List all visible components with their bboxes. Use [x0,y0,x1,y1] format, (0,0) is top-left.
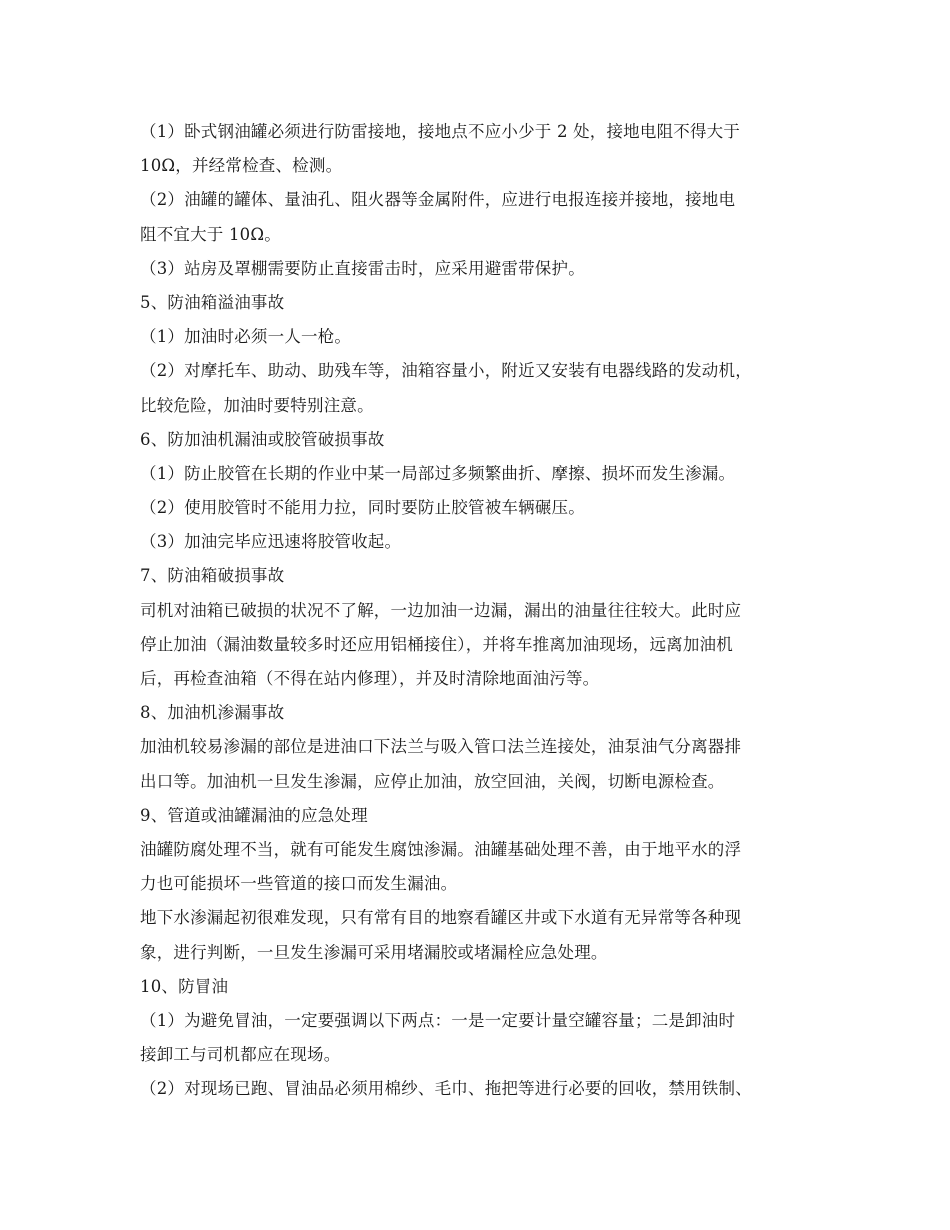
text-line: （3）加油完毕应迅速将胶管收起。 [140,532,402,552]
section-heading: 10、防冒油 [140,976,229,996]
text-line: 加油机较易渗漏的部位是进油口下法兰与吸入管口法兰连接处，油泵油气分离器排 [140,737,742,757]
text-line: （1）卧式钢油罐必须进行防雷接地，接地点不应小少于 2 处，接地电阻不得大于 [140,122,741,141]
section-heading: 7、防油箱破损事故 [140,566,285,586]
text-line: 象，进行判断，一旦发生渗漏可采用堵漏胶或堵漏栓应急处理。 [140,942,608,962]
text-line: 地下水渗漏起初很难发现，只有常有目的地察看罐区井或下水道有无异常等各种现 [140,908,742,928]
text-line: 油罐防腐处理不当，就有可能发生腐蚀渗漏。油罐基础处理不善，由于地平水的浮 [140,839,742,859]
section-heading: 5、防油箱溢油事故 [140,292,285,312]
text-line: （1）加油时必须一人一枪。 [140,327,352,347]
text-line: 比较危险，加油时要特别注意。 [140,395,374,415]
text-line: 出口等。加油机一旦发生渗漏，应停止加油，放空回油，关阀，切断电源检查。 [140,771,725,791]
text-line: （2）油罐的罐体、量油孔、阻火器等金属附件，应进行电报连接并接地，接地电 [140,190,736,210]
text-line: （2）对摩托车、助动、助残车等，油箱容量小，附近又安装有电器线路的发动机， [140,361,752,381]
section-heading: 6、防加油机漏油或胶管破损事故 [140,429,385,449]
text-line: 力也可能损坏一些管道的接口而发生漏油。 [140,874,458,894]
text-line: （1）防止胶管在长期的作业中某一局部过多频繁曲折、摩擦、损坏而发生渗漏。 [140,463,736,483]
text-line: 接卸工与司机都应在现场。 [140,1045,341,1065]
text-line: （3）站房及罩棚需要防止直接雷击时，应采用避雷带保护。 [140,258,585,278]
text-line: 10Ω，并经常检查、检测。 [140,156,343,176]
section-heading: 8、加油机渗漏事故 [140,703,285,723]
text-line: 后，再检查油箱（不得在站内修理），并及时清除地面油污等。 [140,669,600,688]
section-heading: 9、管道或油罐漏油的应急处理 [140,805,368,825]
text-line: 司机对油箱已破损的状况不了解，一边加油一边漏，漏出的油量往往较大。此时应 [140,600,742,620]
text-line: （1）为避免冒油，一定要强调以下两点：一是一定要计量空罐容量；二是卸油时 [140,1010,736,1030]
text-line: 阻不宜大于 10Ω。 [140,224,281,244]
text-line: （2）对现场已跑、冒油品必须用棉纱、毛巾、拖把等进行必要的回收，禁用铁制、 [140,1079,752,1099]
document-body [140,115,820,1106]
text-line: （2）使用胶管时不能用力拉，同时要防止胶管被车辆碾压。 [140,498,585,518]
text-line: 停止加油（漏油数量较多时还应用铝桶接住），并将车推离加油现场，远离加油机 [140,634,733,654]
